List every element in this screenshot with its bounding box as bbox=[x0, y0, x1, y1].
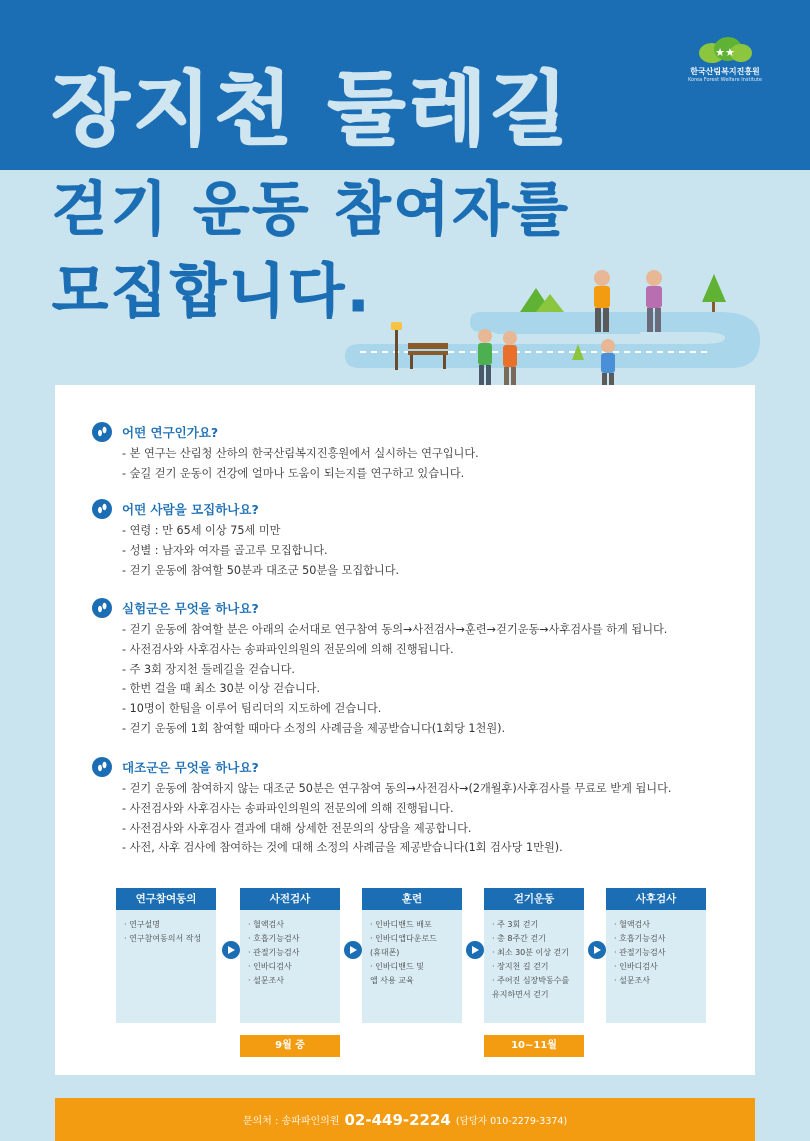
step-training bbox=[362, 888, 462, 1023]
footprints-icon bbox=[92, 422, 112, 442]
title-line-1: 장지천 둘레길 bbox=[52, 63, 572, 156]
step-item: 앱 사용 교육 bbox=[370, 976, 414, 985]
step-item: · 주 3회 걷기 bbox=[492, 920, 539, 929]
step-post-test bbox=[606, 888, 706, 1023]
step-item: 유지하면서 걷기 bbox=[492, 990, 549, 999]
section-title: 대조군은 무엇을 하나요? bbox=[122, 760, 259, 775]
step-item: · 인바디앱다운로드 bbox=[370, 934, 437, 943]
footprints-icon bbox=[92, 598, 112, 618]
step-title: 걷기운동 bbox=[484, 888, 584, 910]
step-item: · 설문조사 bbox=[614, 976, 650, 985]
play-arrow-icon bbox=[222, 941, 240, 959]
step-item: · 호흡기능검사 bbox=[614, 934, 666, 943]
section-title: 어떤 사람을 모집하나요? bbox=[122, 502, 259, 517]
step-item: · 관절기능검사 bbox=[248, 948, 300, 957]
section-line: - 한번 걸을 때 최소 30분 이상 걷습니다. bbox=[122, 682, 321, 696]
contact-label: 문의처 : 송파파인의원 bbox=[242, 1116, 340, 1127]
section-recruitment bbox=[92, 499, 732, 580]
step-title: 연구참여동의 bbox=[116, 888, 216, 910]
section-title: 어떤 연구인가요? bbox=[122, 425, 219, 440]
step-item: · 설문조사 bbox=[248, 976, 284, 985]
step-title: 훈련 bbox=[362, 888, 462, 910]
step-item: · 인바디밴드 및 bbox=[370, 962, 424, 971]
process-flow bbox=[116, 888, 716, 1068]
step-item: · 혈액검사 bbox=[248, 920, 284, 929]
title-line-2: 걷기 운동 참여자를 bbox=[52, 175, 571, 243]
section-line: - 주 3회 장지천 둘레길을 걷습니다. bbox=[122, 662, 295, 676]
step-item: · 장지천 길 걷기 bbox=[492, 962, 549, 971]
contact-phone[interactable]: 02-449-2224 bbox=[344, 1110, 451, 1129]
section-experimental-group bbox=[92, 598, 732, 739]
section-line: - 사전검사와 사후검사는 송파파인의원의 전문의에 의해 진행됩니다. bbox=[122, 801, 454, 815]
step-item: · 주어진 심장박동수를 bbox=[492, 976, 570, 985]
step-item: (휴대폰) bbox=[370, 948, 400, 957]
step-item: · 연구설명 bbox=[124, 920, 160, 929]
step-consent bbox=[116, 888, 216, 1023]
contact-footer bbox=[55, 1098, 755, 1141]
section-line: - 걷기 운동에 참여할 분은 아래의 순서대로 연구참여 동의→사전검사→훈련→걷기운동→사후검사를 하게 됩니다. bbox=[122, 623, 668, 636]
section-line: - 연령 : 만 65세 이상 75세 미만 bbox=[122, 524, 281, 537]
section-line: - 사전검사와 사후검사 결과에 대해 상세한 전문의의 상담을 제공합니다. bbox=[122, 821, 472, 835]
step-pre-test bbox=[240, 888, 340, 1023]
section-line: - 걷기 운동에 참여할 50분과 대조군 50분을 모집합니다. bbox=[122, 563, 400, 577]
step-item: · 호흡기능검사 bbox=[248, 934, 300, 943]
logo-trees-icon bbox=[698, 36, 752, 64]
step-title: 사전검사 bbox=[240, 888, 340, 910]
logo-text-ko: 한국산림복지진흥원 bbox=[690, 67, 760, 76]
play-arrow-icon bbox=[344, 941, 362, 959]
step-item: · 최소 30분 이상 걷기 bbox=[492, 948, 569, 957]
section-title: 실험군은 무엇을 하나요? bbox=[122, 601, 259, 616]
institute-logo bbox=[680, 36, 770, 83]
svg-text:★★: ★★ bbox=[715, 46, 735, 59]
step-item: · 인바디검사 bbox=[248, 962, 292, 971]
step-item: · 연구참여동의서 작성 bbox=[124, 934, 202, 943]
period-badge-pre-test: 9월 중 bbox=[240, 1035, 340, 1057]
logo-text-en: Korea Forest Welfare Institute bbox=[687, 77, 762, 83]
title-line-3: 모집합니다. bbox=[52, 257, 373, 325]
footprints-icon bbox=[92, 757, 112, 777]
step-item: · 혈액검사 bbox=[614, 920, 650, 929]
section-line: - 걷기 운동에 참여하지 않는 대조군 50분은 연구참여 동의→사전검사→(2개월후)사후검사를 무료로 받게 됩니다. bbox=[122, 782, 672, 795]
play-arrow-icon bbox=[466, 941, 484, 959]
step-item: · 인바디밴드 배포 bbox=[370, 920, 432, 929]
section-line: - 본 연구는 산림청 산하의 한국산림복지진흥원에서 실시하는 연구입니다. bbox=[122, 447, 479, 460]
step-walking bbox=[484, 888, 584, 1023]
section-line: - 성별 : 남자와 여자를 골고루 모집합니다. bbox=[122, 543, 328, 557]
section-line: - 사전, 사후 검사에 참여하는 것에 대해 소정의 사례금을 제공받습니다(1회 검사당 1만원). bbox=[122, 841, 563, 855]
section-research bbox=[92, 422, 732, 484]
contact-person: (담당자 010-2279-3374) bbox=[455, 1115, 568, 1127]
period-badge-walking: 10~11월 bbox=[484, 1035, 584, 1057]
step-item: · 인바디검사 bbox=[614, 962, 658, 971]
step-title: 사후검사 bbox=[606, 888, 706, 910]
step-item: · 관절기능검사 bbox=[614, 948, 666, 957]
footprints-icon bbox=[92, 499, 112, 519]
section-line: - 10명이 한팀을 이루어 팀리더의 지도하에 걷습니다. bbox=[122, 702, 382, 716]
section-line: - 사전검사와 사후검사는 송파파인의원의 전문의에 의해 진행됩니다. bbox=[122, 642, 454, 656]
section-line: - 숲길 걷기 운동이 건강에 얼마나 도움이 되는지를 연구하고 있습니다. bbox=[122, 466, 465, 480]
step-item: · 총 8주간 걷기 bbox=[492, 934, 546, 943]
play-arrow-icon bbox=[588, 941, 606, 959]
section-control-group bbox=[92, 757, 732, 858]
section-line: - 걷기 운동에 1회 참여할 때마다 소정의 사례금을 제공받습니다(1회당 1천원). bbox=[122, 721, 506, 735]
